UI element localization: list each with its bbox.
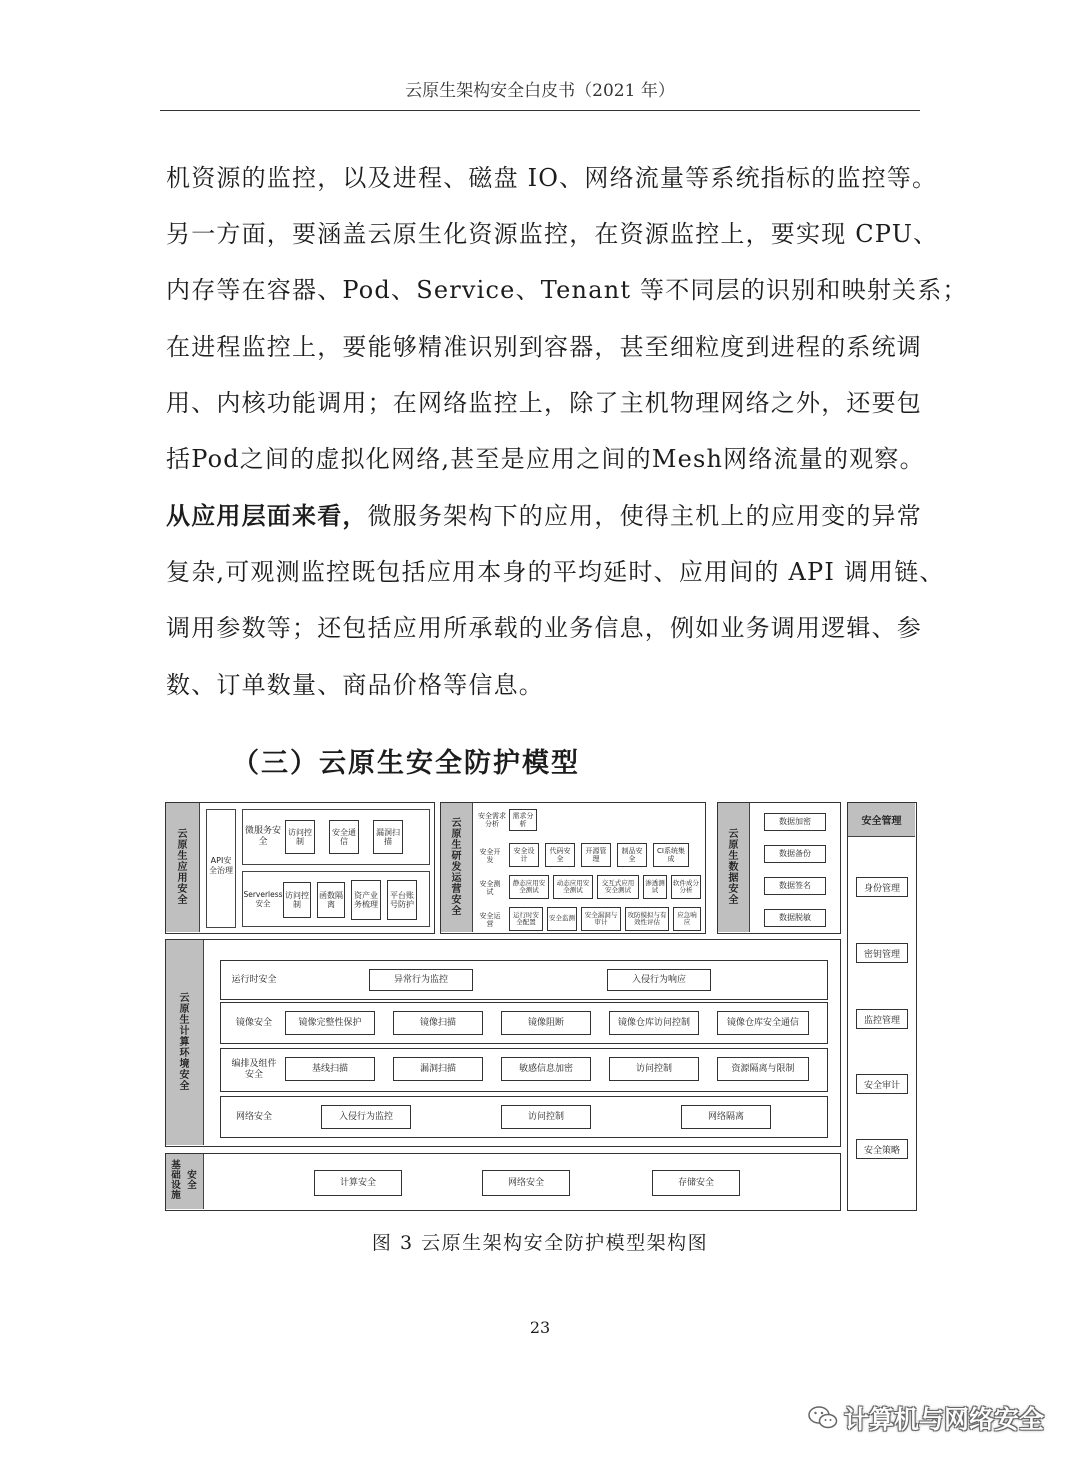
orch-item-access-control: 访问控制 [609,1057,699,1081]
test-item-pentest: 渗透测试 [643,875,667,899]
page-number: 23 [529,1318,551,1337]
network-strip [220,1096,828,1138]
test-item-dast: 动态应用安全测试 [553,875,593,899]
mgmt-item-identity: 身份管理 [856,877,908,897]
image-item-block: 镜像阻断 [501,1011,591,1035]
wechat-icon [808,1405,838,1431]
infra-item-network: 网络安全 [482,1170,570,1196]
orch-item-secret-encryption: 敏感信息加密 [501,1057,591,1081]
header-rule [160,110,920,111]
net-item-isolation: 网络隔离 [681,1105,771,1129]
net-item-intrusion-monitor: 入侵行为监控 [321,1105,411,1129]
orchestration-strip [220,1048,828,1092]
body-line-3: 内存等在容器、Pod、Service、Tenant 等不同层的识别和映射关系； [166,276,968,304]
api-governance-label: API安全治理 [209,856,233,875]
test-item-iast: 交互式应用安全测试 [597,875,639,899]
ops-item-monitoring: 安全监测 [547,907,577,931]
management-block [847,802,917,1211]
serverless-label: Serverless安全 [243,890,283,908]
infrastructure-block [165,1153,841,1211]
body-line-5: 用、内核功能调用；在网络监控上，除了主机物理网络之外，还要包 [166,389,922,417]
app-security-block [165,802,435,934]
dev-item-secure-design: 安全设计 [509,843,539,867]
runtime-item-intrusion-response: 入侵行为响应 [607,969,711,991]
dev-item-opensource: 开源管理 [581,843,611,867]
api-governance-box [206,809,236,928]
infra-label-b: 安 全 [187,1170,197,1191]
management-title: 安全管理 [848,803,915,837]
infra-label-a: 基 础 设 施 [171,1160,181,1201]
body-line-7 [166,496,922,531]
watermark-text: 计算机与网络安全 [843,1405,1044,1434]
test-item-sca: 软件成分分析 [671,875,701,899]
data-item-encryption: 数据加密 [764,813,826,831]
network-label: 网络安全 [235,1111,272,1122]
devsecops-item-requirement: 需求分析 [509,809,537,831]
ms-item-vuln-scan: 漏洞扫描 [373,820,403,854]
bold-lead: 从应用层面来看， [166,502,368,530]
runtime-item-anomaly: 异常行为监控 [369,969,473,991]
body-line-4: 在进程监控上，要能够精准识别到容器，甚至细粒度到进程的系统调 [166,333,922,361]
image-item-registry-access: 镜像仓库访问控制 [609,1011,699,1035]
mgmt-item-audit: 安全审计 [856,1074,908,1094]
ops-item-runtime-config: 运行时安全配置 [509,907,543,931]
data-item-backup: 数据备份 [764,845,826,863]
sl-item-access-control: 访问控制 [283,882,311,918]
running-header: 云原生架构安全白皮书（2021 年） [405,81,675,101]
image-strip [220,1002,828,1044]
dev-item-artifact: 制品安全 [617,843,647,867]
ops-item-attack-sim: 攻防模拟与有效性评估 [625,907,669,931]
dev-item-ci: CI系统集成 [653,843,689,867]
figure-caption: 图 3 云原生架构安全防护模型架构图 [371,1232,709,1254]
app-security-label: 云 原 生 应 用 安 全 [166,803,200,932]
data-item-masking: 数据脱敏 [764,909,826,927]
compute-env-label: 云 原 生 计 算 环 境 安 全 [166,940,204,1145]
body-line-10: 数、订单数量、商品价格等信息。 [166,671,544,699]
mgmt-item-key: 密钥管理 [856,943,908,963]
body-line-7-rest: 微服务架构下的应用，使得主机上的应用变的异常 [367,502,923,530]
image-item-registry-comm: 镜像仓库安全通信 [717,1011,809,1035]
dev-item-code-security: 代码安全 [545,843,575,867]
body-line-9: 调用参数等；还包括应用所承载的业务信息，例如业务调用逻辑、参 [166,614,922,642]
section-heading: （三）云原生安全防护模型 [232,748,580,779]
devsecops-row-label-1: 安全需求分析 [478,811,506,828]
runtime-label: 运行时安全 [231,974,277,985]
data-security-label: 云 原 生 数 据 安 全 [718,803,750,932]
sl-item-asset-sorting: 资产业务梳理 [351,880,381,920]
data-item-signature: 数据签名 [764,877,826,895]
body-line-2: 另一方面，要涵盖云原生化资源监控，在资源监控上，要实现 CPU、 [166,220,939,248]
wechat-watermark [808,1400,1044,1436]
mgmt-item-monitor: 监控管理 [856,1009,908,1029]
ops-item-vuln-audit: 安全漏洞与审计 [581,907,621,931]
body-line-6: 括Pod之间的虚拟化网络,甚至是应用之间的Mesh网络流量的观察。 [166,445,925,473]
image-item-scan: 镜像扫描 [393,1011,483,1035]
ops-item-incident: 应急响应 [673,907,701,931]
body-line-8: 复杂,可观测监控既包括应用本身的平均延时、应用间的 API 调用链、 [166,558,945,586]
runtime-strip [220,960,828,1000]
devsecops-row-label-2: 安全开发 [479,847,501,864]
orchestration-label: 编排及组件安全 [231,1059,277,1080]
image-label: 镜像安全 [235,1017,272,1028]
devsecops-row-label-4: 安全运营 [479,911,501,928]
orch-item-baseline: 基线扫描 [285,1057,375,1081]
compute-env-block [165,939,841,1147]
devsecops-block [440,802,706,934]
orch-item-vuln-scan: 漏洞扫描 [393,1057,483,1081]
mgmt-item-policy: 安全策略 [856,1139,908,1159]
infra-item-compute: 计算安全 [314,1170,402,1196]
ms-item-secure-comm: 安全通信 [329,820,359,854]
ms-item-access-control: 访问控制 [285,820,315,854]
serverless-box [242,871,430,927]
data-security-block [717,802,841,934]
devsecops-row-label-3: 安全测试 [479,879,501,896]
devsecops-label: 云 原 生 研 发 运 营 安 全 [441,803,473,932]
microservice-label: 微服务安全 [245,826,282,847]
sl-item-account-protection: 平台账号防护 [387,880,417,920]
sl-item-function-isolation: 函数隔离 [317,882,345,918]
net-item-access-control: 访问控制 [501,1105,591,1129]
infrastructure-label [166,1154,204,1209]
infra-item-storage: 存储安全 [652,1170,740,1196]
body-line-1: 机资源的监控，以及进程、磁盘 IO、网络流量等系统指标的监控等。 [166,164,938,192]
orch-item-resource-isolation: 资源隔离与限制 [717,1057,809,1081]
image-item-integrity: 镜像完整性保护 [285,1011,375,1035]
test-item-sast: 静态应用安全测试 [509,875,549,899]
architecture-diagram [165,801,917,1211]
microservice-box [242,809,430,865]
